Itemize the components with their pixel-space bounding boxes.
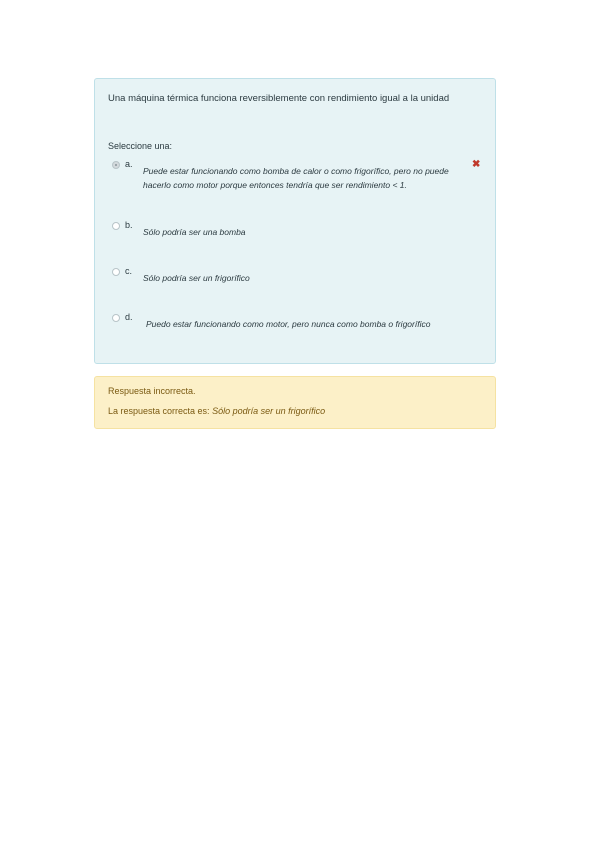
option-letter: c. <box>125 266 133 276</box>
correct-answer-line <box>108 406 325 416</box>
option-text: Puede estar funcionando como bomba de calor o como frigorífico, pero no puede hacerlo como motor porque entonces tendría que ser rendimiento < 1. <box>143 166 449 190</box>
feedback-status: Respuesta incorrecta. <box>108 386 196 396</box>
question-card <box>94 78 496 364</box>
radio-option-b[interactable] <box>112 222 120 230</box>
radio-option-a[interactable] <box>112 161 120 169</box>
option-letter: b. <box>125 220 133 230</box>
incorrect-x-icon: ✖ <box>472 159 481 170</box>
radio-option-d[interactable] <box>112 314 120 322</box>
correct-answer-text: Sólo podría ser un frigorífico <box>212 406 326 416</box>
option-text: Sólo podría ser una bomba <box>143 227 246 237</box>
feedback-card <box>94 376 496 429</box>
option-letter: a. <box>125 159 133 169</box>
option-text: Puedo estar funcionando como motor, pero nunca como bomba o frigorífico <box>146 319 431 329</box>
radio-option-c[interactable] <box>112 268 120 276</box>
correct-answer-prefix: La respuesta correcta es: <box>108 406 210 416</box>
option-letter: d. <box>125 312 133 322</box>
question-text: Una máquina térmica funciona reversiblemente con rendimiento igual a la unidad <box>108 93 450 104</box>
select-one-prompt: Seleccione una: <box>108 141 173 151</box>
option-text: Sólo podría ser un frigorífico <box>143 273 250 283</box>
